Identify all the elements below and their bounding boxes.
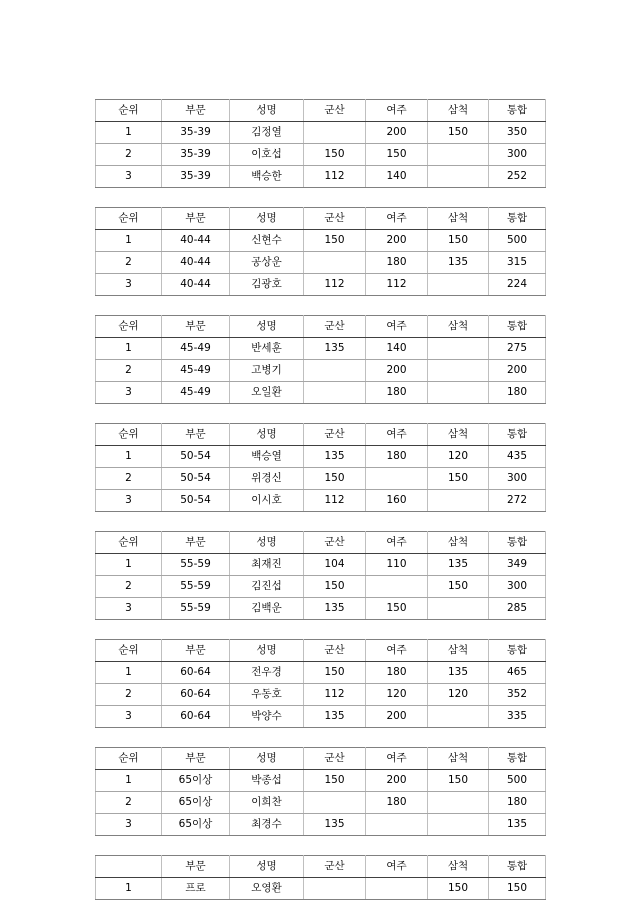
column-header-gunsan: 군산 — [304, 424, 366, 446]
cell-division: 60-64 — [162, 684, 230, 706]
cell-total: 135 — [489, 814, 546, 836]
column-header-division: 부문 — [162, 748, 230, 770]
table-row — [96, 468, 546, 490]
cell-name: 김백운 — [230, 598, 304, 620]
cell-yeoju: 200 — [366, 360, 428, 382]
cell-samcheok: 135 — [428, 252, 489, 274]
column-header-gunsan: 군산 — [304, 316, 366, 338]
column-header-rank: 순위 — [96, 640, 162, 662]
table-row — [96, 770, 546, 792]
cell-gunsan: 135 — [304, 446, 366, 468]
cell-division: 45-49 — [162, 338, 230, 360]
cell-rank: 3 — [96, 166, 162, 188]
cell-rank: 3 — [96, 598, 162, 620]
table-row — [96, 144, 546, 166]
cell-samcheok: 150 — [428, 576, 489, 598]
column-header-total: 통합 — [489, 316, 546, 338]
cell-division: 60-64 — [162, 706, 230, 728]
cell-rank: 2 — [96, 576, 162, 598]
cell-rank: 3 — [96, 490, 162, 512]
column-header-samcheok: 삼척 — [428, 856, 489, 878]
cell-yeoju — [366, 814, 428, 836]
column-header-total: 통합 — [489, 532, 546, 554]
cell-division: 40-44 — [162, 252, 230, 274]
cell-total: 285 — [489, 598, 546, 620]
cell-total: 500 — [489, 770, 546, 792]
cell-total: 500 — [489, 230, 546, 252]
cell-samcheok — [428, 706, 489, 728]
cell-rank: 1 — [96, 338, 162, 360]
cell-rank: 2 — [96, 252, 162, 274]
cell-name: 박양수 — [230, 706, 304, 728]
cell-yeoju: 180 — [366, 252, 428, 274]
cell-gunsan: 150 — [304, 144, 366, 166]
cell-gunsan: 150 — [304, 230, 366, 252]
cell-gunsan: 135 — [304, 814, 366, 836]
column-header-rank: 순위 — [96, 424, 162, 446]
cell-name: 고병기 — [230, 360, 304, 382]
column-header-samcheok: 삼척 — [428, 316, 489, 338]
cell-division: 55-59 — [162, 576, 230, 598]
cell-total: 200 — [489, 360, 546, 382]
cell-division: 50-54 — [162, 446, 230, 468]
cell-name: 최재진 — [230, 554, 304, 576]
cell-gunsan — [304, 382, 366, 404]
cell-samcheok: 120 — [428, 684, 489, 706]
cell-samcheok: 150 — [428, 770, 489, 792]
cell-yeoju: 150 — [366, 598, 428, 620]
cell-division: 45-49 — [162, 360, 230, 382]
table-header-row — [96, 856, 546, 878]
cell-total: 275 — [489, 338, 546, 360]
cell-samcheok — [428, 360, 489, 382]
column-header-name: 성명 — [230, 640, 304, 662]
cell-total: 180 — [489, 382, 546, 404]
column-header-division: 부문 — [162, 316, 230, 338]
cell-samcheok: 135 — [428, 662, 489, 684]
table-row — [96, 122, 546, 144]
column-header-total: 통합 — [489, 100, 546, 122]
cell-name: 백승한 — [230, 166, 304, 188]
cell-samcheok: 150 — [428, 230, 489, 252]
cell-yeoju: 200 — [366, 770, 428, 792]
tables-container — [95, 99, 545, 900]
table-row — [96, 792, 546, 814]
column-header-division: 부문 — [162, 640, 230, 662]
table-row — [96, 598, 546, 620]
cell-yeoju: 150 — [366, 144, 428, 166]
cell-division: 50-54 — [162, 490, 230, 512]
column-header-name: 성명 — [230, 316, 304, 338]
cell-division: 55-59 — [162, 598, 230, 620]
ranking-table-division-65-plus — [95, 747, 546, 836]
column-header-yeoju: 여주 — [366, 208, 428, 230]
column-header-division: 부문 — [162, 100, 230, 122]
column-header-total: 통합 — [489, 424, 546, 446]
table-row — [96, 814, 546, 836]
column-header-name: 성명 — [230, 424, 304, 446]
cell-rank: 1 — [96, 230, 162, 252]
column-header-samcheok: 삼척 — [428, 640, 489, 662]
table-header-row — [96, 748, 546, 770]
cell-total: 315 — [489, 252, 546, 274]
cell-division: 65이상 — [162, 770, 230, 792]
cell-yeoju: 180 — [366, 382, 428, 404]
column-header-division: 부문 — [162, 532, 230, 554]
ranking-table-division-pro — [95, 855, 546, 900]
column-header-gunsan: 군산 — [304, 856, 366, 878]
cell-name: 이희찬 — [230, 792, 304, 814]
column-header-yeoju: 여주 — [366, 532, 428, 554]
ranking-table-division-55-59 — [95, 531, 546, 620]
cell-gunsan: 150 — [304, 662, 366, 684]
cell-total: 300 — [489, 576, 546, 598]
cell-name: 오영환 — [230, 878, 304, 900]
column-header-division: 부문 — [162, 208, 230, 230]
column-header-name: 성명 — [230, 856, 304, 878]
table-header-row — [96, 532, 546, 554]
cell-yeoju: 140 — [366, 166, 428, 188]
cell-gunsan: 112 — [304, 490, 366, 512]
table-header-row — [96, 100, 546, 122]
cell-samcheok: 150 — [428, 122, 489, 144]
cell-yeoju — [366, 576, 428, 598]
cell-yeoju: 180 — [366, 792, 428, 814]
column-header-gunsan: 군산 — [304, 748, 366, 770]
cell-gunsan: 135 — [304, 338, 366, 360]
cell-rank: 3 — [96, 382, 162, 404]
cell-samcheok: 120 — [428, 446, 489, 468]
cell-yeoju: 112 — [366, 274, 428, 296]
cell-samcheok — [428, 274, 489, 296]
cell-yeoju: 160 — [366, 490, 428, 512]
cell-name: 공상운 — [230, 252, 304, 274]
column-header-total: 통합 — [489, 856, 546, 878]
cell-gunsan: 104 — [304, 554, 366, 576]
cell-samcheok: 135 — [428, 554, 489, 576]
cell-gunsan — [304, 252, 366, 274]
cell-division: 35-39 — [162, 122, 230, 144]
cell-gunsan: 112 — [304, 684, 366, 706]
cell-yeoju: 180 — [366, 446, 428, 468]
cell-samcheok — [428, 598, 489, 620]
cell-total: 224 — [489, 274, 546, 296]
cell-division: 55-59 — [162, 554, 230, 576]
cell-samcheok — [428, 792, 489, 814]
cell-division: 35-39 — [162, 144, 230, 166]
column-header-name: 성명 — [230, 208, 304, 230]
table-row — [96, 490, 546, 512]
column-header-rank: 순위 — [96, 532, 162, 554]
table-row — [96, 878, 546, 900]
cell-name: 오일환 — [230, 382, 304, 404]
cell-division: 45-49 — [162, 382, 230, 404]
ranking-table-division-60-64 — [95, 639, 546, 728]
cell-samcheok — [428, 382, 489, 404]
column-header-yeoju: 여주 — [366, 640, 428, 662]
column-header-name: 성명 — [230, 100, 304, 122]
cell-total: 435 — [489, 446, 546, 468]
cell-rank: 3 — [96, 814, 162, 836]
cell-division: 60-64 — [162, 662, 230, 684]
cell-rank: 1 — [96, 662, 162, 684]
cell-name: 박종섭 — [230, 770, 304, 792]
column-header-yeoju: 여주 — [366, 100, 428, 122]
cell-gunsan: 150 — [304, 468, 366, 490]
column-header-yeoju: 여주 — [366, 748, 428, 770]
cell-gunsan — [304, 878, 366, 900]
ranking-table-division-40-44 — [95, 207, 546, 296]
column-header-gunsan: 군산 — [304, 532, 366, 554]
cell-yeoju: 110 — [366, 554, 428, 576]
column-header-rank: 순위 — [96, 208, 162, 230]
column-header-gunsan: 군산 — [304, 640, 366, 662]
column-header-rank: 순위 — [96, 100, 162, 122]
cell-samcheok — [428, 338, 489, 360]
table-row — [96, 230, 546, 252]
column-header-name: 성명 — [230, 532, 304, 554]
cell-name: 우동호 — [230, 684, 304, 706]
cell-rank: 2 — [96, 792, 162, 814]
cell-rank: 1 — [96, 554, 162, 576]
table-row — [96, 446, 546, 468]
column-header-division: 부문 — [162, 856, 230, 878]
table-row — [96, 684, 546, 706]
table-header-row — [96, 316, 546, 338]
cell-gunsan: 112 — [304, 166, 366, 188]
column-header-division: 부문 — [162, 424, 230, 446]
cell-total: 349 — [489, 554, 546, 576]
cell-gunsan — [304, 792, 366, 814]
cell-rank: 3 — [96, 274, 162, 296]
cell-yeoju: 180 — [366, 662, 428, 684]
table-header-row — [96, 208, 546, 230]
column-header-yeoju: 여주 — [366, 424, 428, 446]
cell-division: 65이상 — [162, 792, 230, 814]
cell-gunsan — [304, 360, 366, 382]
ranking-table-division-45-49 — [95, 315, 546, 404]
column-header-yeoju: 여주 — [366, 316, 428, 338]
cell-samcheok: 150 — [428, 468, 489, 490]
column-header-total: 통합 — [489, 748, 546, 770]
cell-rank: 2 — [96, 144, 162, 166]
cell-division: 35-39 — [162, 166, 230, 188]
cell-samcheok: 150 — [428, 878, 489, 900]
cell-division: 40-44 — [162, 230, 230, 252]
column-header-rank: 순위 — [96, 748, 162, 770]
cell-total: 300 — [489, 144, 546, 166]
cell-total: 180 — [489, 792, 546, 814]
cell-total: 350 — [489, 122, 546, 144]
column-header-samcheok: 삼척 — [428, 532, 489, 554]
cell-division: 프로 — [162, 878, 230, 900]
cell-division: 40-44 — [162, 274, 230, 296]
column-header-samcheok: 삼척 — [428, 208, 489, 230]
column-header-samcheok: 삼척 — [428, 424, 489, 446]
cell-yeoju: 200 — [366, 706, 428, 728]
table-row — [96, 360, 546, 382]
cell-total: 335 — [489, 706, 546, 728]
cell-rank: 2 — [96, 360, 162, 382]
column-header-rank: 순위 — [96, 316, 162, 338]
cell-samcheok — [428, 166, 489, 188]
table-row — [96, 706, 546, 728]
cell-total: 272 — [489, 490, 546, 512]
cell-name: 김광호 — [230, 274, 304, 296]
cell-gunsan: 135 — [304, 598, 366, 620]
cell-rank: 3 — [96, 706, 162, 728]
cell-rank: 2 — [96, 468, 162, 490]
cell-division: 65이상 — [162, 814, 230, 836]
cell-yeoju: 140 — [366, 338, 428, 360]
cell-rank: 1 — [96, 446, 162, 468]
cell-name: 반세훈 — [230, 338, 304, 360]
cell-name: 최경수 — [230, 814, 304, 836]
table-row — [96, 252, 546, 274]
ranking-table-division-50-54 — [95, 423, 546, 512]
column-header-name: 성명 — [230, 748, 304, 770]
table-row — [96, 274, 546, 296]
cell-yeoju — [366, 878, 428, 900]
cell-name: 김진섭 — [230, 576, 304, 598]
column-header-samcheok: 삼척 — [428, 100, 489, 122]
cell-gunsan: 112 — [304, 274, 366, 296]
column-header-gunsan: 군산 — [304, 100, 366, 122]
cell-rank: 1 — [96, 122, 162, 144]
cell-yeoju — [366, 468, 428, 490]
cell-name: 전우경 — [230, 662, 304, 684]
cell-gunsan — [304, 122, 366, 144]
cell-yeoju: 200 — [366, 122, 428, 144]
table-header-row — [96, 640, 546, 662]
cell-samcheok — [428, 490, 489, 512]
cell-yeoju: 120 — [366, 684, 428, 706]
cell-gunsan: 150 — [304, 576, 366, 598]
cell-samcheok — [428, 144, 489, 166]
table-row — [96, 662, 546, 684]
cell-total: 150 — [489, 878, 546, 900]
column-header-samcheok: 삼척 — [428, 748, 489, 770]
cell-total: 300 — [489, 468, 546, 490]
cell-name: 이호섭 — [230, 144, 304, 166]
cell-gunsan: 135 — [304, 706, 366, 728]
cell-name: 김정열 — [230, 122, 304, 144]
ranking-table-division-35-39 — [95, 99, 546, 188]
cell-total: 352 — [489, 684, 546, 706]
cell-samcheok — [428, 814, 489, 836]
table-row — [96, 166, 546, 188]
cell-division: 50-54 — [162, 468, 230, 490]
cell-total: 252 — [489, 166, 546, 188]
cell-name: 위경신 — [230, 468, 304, 490]
cell-total: 465 — [489, 662, 546, 684]
cell-yeoju: 200 — [366, 230, 428, 252]
column-header-yeoju: 여주 — [366, 856, 428, 878]
column-header-total: 통합 — [489, 208, 546, 230]
table-row — [96, 382, 546, 404]
table-header-row — [96, 424, 546, 446]
cell-gunsan: 150 — [304, 770, 366, 792]
table-row — [96, 554, 546, 576]
column-header-rank — [96, 856, 162, 878]
cell-rank: 2 — [96, 684, 162, 706]
table-row — [96, 338, 546, 360]
column-header-total: 통합 — [489, 640, 546, 662]
table-row — [96, 576, 546, 598]
cell-name: 백승열 — [230, 446, 304, 468]
cell-rank: 1 — [96, 878, 162, 900]
cell-name: 이시호 — [230, 490, 304, 512]
column-header-gunsan: 군산 — [304, 208, 366, 230]
cell-rank: 1 — [96, 770, 162, 792]
cell-name: 신현수 — [230, 230, 304, 252]
